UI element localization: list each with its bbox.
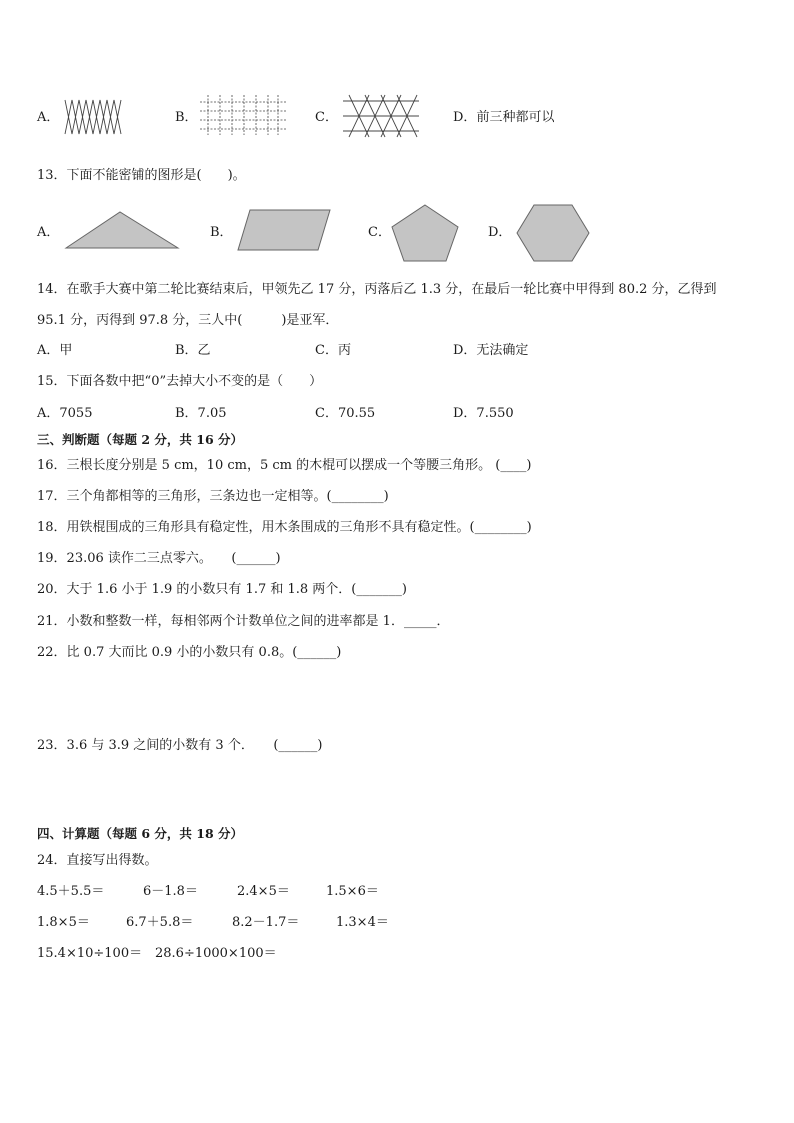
q14-stem-line1: 14．在歌手大赛中第二轮比赛结束后，甲领先乙 17 分，丙落后乙 1.3 分，在最后一轮比赛中甲得到 80.2 分，乙得到	[37, 282, 717, 297]
q15-option-d: D．7.550	[453, 406, 514, 421]
triangle-icon	[64, 210, 180, 250]
q23-item: 23．3.6 与 3.9 之间的小数有 3 个． (______)	[37, 738, 323, 753]
q15-option-a: A．7055	[37, 406, 93, 421]
q14-option-d: D．无法确定	[453, 343, 529, 358]
q12-option-c-letter: C．	[315, 110, 338, 125]
q22-item: 22．比 0.7 大而比 0.9 小的小数只有 0.8。(______)	[37, 645, 342, 660]
q20-item: 20．大于 1.6 小于 1.9 的小数只有 1.7 和 1.8 两个．(_______)	[37, 582, 407, 597]
q13-option-d-letter: D．	[488, 225, 512, 240]
pentagon-icon	[390, 203, 460, 263]
tiling-zigzag-icon	[62, 97, 126, 137]
hexagon-icon	[515, 203, 591, 263]
tiling-grid-icon	[200, 95, 286, 135]
q12-option-b-letter: B．	[175, 110, 198, 125]
tiling-triangles-icon	[343, 95, 419, 137]
q16-item: 16．三根长度分别是 5 cm，10 cm，5 cm 的木棍可以摆成一个等腰三角形。 (____)	[37, 458, 532, 473]
section3-heading: 三、判断题（每题 2 分，共 16 分）	[37, 432, 244, 447]
q17-item: 17．三个角都相等的三角形，三条边也一定相等。(________)	[37, 489, 389, 504]
calc-item: 1.3×4＝	[336, 915, 389, 930]
q19-item: 19．23.06 读作二三点零六。 (______)	[37, 551, 281, 566]
q12-option-d-letter: D．	[453, 110, 477, 125]
q13-stem: 13．下面不能密铺的图形是( )。	[37, 168, 246, 183]
calc-item: 15.4×10÷100＝	[37, 946, 143, 961]
q24-stem: 24．直接写出得数。	[37, 853, 158, 868]
calc-item: 4.5＋5.5＝	[37, 884, 105, 899]
q12-option-d	[453, 110, 554, 126]
calc-item: 8.2－1.7＝	[232, 915, 300, 930]
q13-option-b-letter: B．	[210, 225, 233, 240]
q15-option-c: C．70.55	[315, 406, 376, 421]
q14-stem-line2: 95.1 分，丙得到 97.8 分，三人中( )是亚军．	[37, 313, 339, 328]
calc-item: 1.8×5＝	[37, 915, 90, 930]
q14-option-c: C．丙	[315, 343, 351, 358]
calc-item: 28.6÷1000×100＝	[155, 946, 277, 961]
calc-item: 2.4×5＝	[237, 884, 290, 899]
calc-item: 1.5×6＝	[326, 884, 379, 899]
parallelogram-icon	[236, 208, 332, 252]
q13-option-c-letter: C．	[368, 225, 391, 240]
q13-option-a-letter: A．	[37, 225, 60, 240]
q12-option-d-text: 前三种都可以	[476, 110, 555, 125]
section4-heading: 四、计算题（每题 6 分，共 18 分）	[37, 826, 244, 841]
q12-option-a-letter: A．	[37, 110, 60, 125]
q14-option-b: B．乙	[175, 343, 211, 358]
calc-item: 6.7＋5.8＝	[126, 915, 194, 930]
q18-item: 18．用铁棍围成的三角形具有稳定性，用木条围成的三角形不具有稳定性。(________)	[37, 520, 532, 535]
q14-option-a: A．甲	[37, 343, 73, 358]
calc-item: 6－1.8＝	[143, 884, 198, 899]
q15-stem: 15．下面各数中把“0”去掉大小不变的是（ ）	[37, 374, 323, 389]
q21-item: 21．小数和整数一样，每相邻两个计数单位之间的进率都是 1．_____．	[37, 614, 450, 629]
q15-option-b: B．7.05	[175, 406, 227, 421]
